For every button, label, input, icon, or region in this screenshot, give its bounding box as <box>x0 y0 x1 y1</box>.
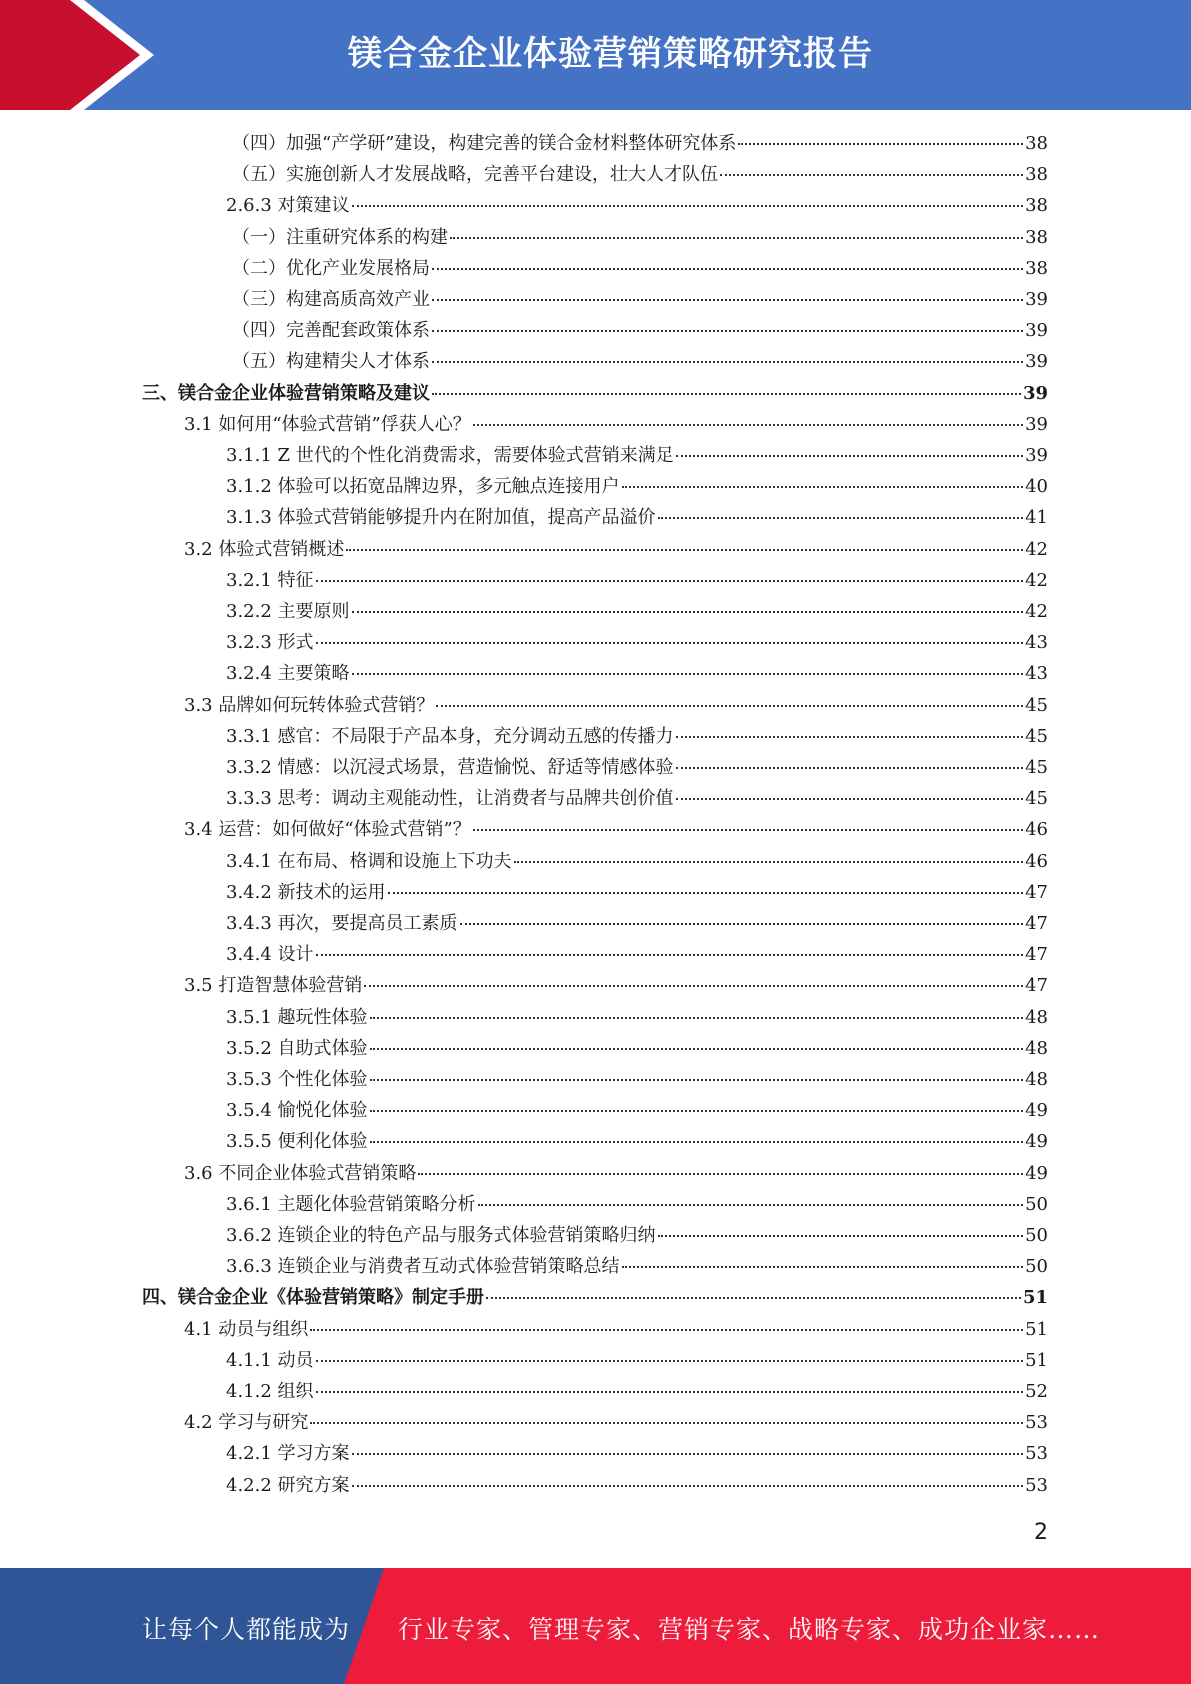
toc-entry-page: 52 <box>1025 1381 1048 1402</box>
toc-entry-label: 三、镁合金企业体验营销策略及建议 <box>142 382 430 404</box>
toc-leader-dots <box>352 1484 1024 1487</box>
toc-entry-label: （四）加强“产学研”建设，构建完善的镁合金材料整体研究体系 <box>232 133 737 154</box>
toc-entry-label: 3.4.3 再次，要提高员工素质 <box>226 913 458 934</box>
toc-entry-page: 49 <box>1025 1162 1048 1184</box>
toc-entry-page: 47 <box>1025 944 1048 966</box>
toc-entry[interactable] <box>232 284 1048 315</box>
toc-leader-dots <box>460 922 1024 925</box>
toc-entry-page: 38 <box>1025 226 1048 248</box>
toc-entry-page: 51 <box>1025 1318 1048 1340</box>
toc-entry[interactable] <box>226 1033 1048 1064</box>
header-banner <box>0 0 1191 110</box>
toc-entry[interactable] <box>226 1220 1048 1251</box>
toc-entry-page: 40 <box>1025 476 1048 498</box>
toc-entry-page: 50 <box>1025 1193 1048 1215</box>
toc-leader-dots <box>432 329 1023 332</box>
toc-leader-dots <box>316 1390 1024 1393</box>
toc-entry[interactable] <box>226 1002 1048 1033</box>
toc-entry[interactable] <box>184 814 1048 845</box>
toc-entry-page: 42 <box>1025 601 1048 622</box>
toc-leader-dots <box>432 360 1023 363</box>
toc-entry-label: 3.1 如何用“体验式营销”俘获人心？ <box>184 413 471 435</box>
toc-entry-page: 38 <box>1025 133 1048 154</box>
toc-leader-dots <box>432 267 1023 270</box>
toc-entry-page: 47 <box>1025 913 1048 934</box>
toc-leader-dots <box>514 860 1024 863</box>
toc-entry-label: 4.2 学习与研究 <box>184 1412 309 1434</box>
toc-leader-dots <box>436 704 1023 707</box>
toc-entry-label: 3.1.1 Z 世代的个性化消费需求，需要体验式营销来满足 <box>226 445 674 466</box>
toc-entry-page: 53 <box>1025 1412 1048 1434</box>
toc-leader-dots <box>370 1016 1024 1019</box>
footer-slogan-left: 让每个人都能成为 <box>142 1615 351 1644</box>
toc-entry[interactable] <box>232 222 1048 253</box>
toc-entry-page: 50 <box>1025 1225 1048 1246</box>
toc-entry[interactable] <box>226 1189 1048 1220</box>
toc-entry-page: 53 <box>1025 1474 1048 1496</box>
toc-entry[interactable] <box>226 721 1048 752</box>
toc-leader-dots <box>316 953 1024 956</box>
toc-leader-dots <box>676 454 1023 457</box>
toc-entry-page: 39 <box>1025 289 1048 310</box>
toc-leader-dots <box>352 204 1024 207</box>
toc-entry[interactable] <box>226 502 1048 533</box>
toc-entry[interactable] <box>226 783 1048 814</box>
toc-entry-label: 3.3.3 思考：调动主观能动性，让消费者与品牌共创价值 <box>226 788 674 810</box>
toc-entry-label: （五）构建精尖人才体系 <box>232 351 430 373</box>
toc-entry-label: 3.6.1 主题化体验营销策略分析 <box>226 1193 476 1215</box>
toc-leader-dots <box>676 766 1024 769</box>
toc-entry[interactable] <box>184 1314 1048 1345</box>
toc-entry-label: 4.1.1 动员 <box>226 1349 314 1371</box>
toc-entry-page: 48 <box>1025 1069 1048 1090</box>
toc-entry-page: 45 <box>1025 694 1048 716</box>
toc-entry[interactable] <box>226 908 1048 939</box>
toc-entry-label: 3.3.1 感官：不局限于产品本身，充分调动五感的传播力 <box>226 725 674 747</box>
toc-entry-page: 39 <box>1025 445 1048 466</box>
toc-entry-page: 45 <box>1025 788 1048 810</box>
toc-entry[interactable] <box>184 690 1048 721</box>
toc-entry-label: 3.1.3 体验式营销能够提升内在附加值，提高产品溢价 <box>226 507 656 529</box>
toc-entry[interactable] <box>232 346 1048 377</box>
toc-leader-dots <box>432 392 1021 395</box>
toc-leader-dots <box>658 516 1024 519</box>
toc-entry[interactable] <box>226 1438 1048 1469</box>
toc-leader-dots <box>310 1328 1023 1331</box>
toc-leader-dots <box>676 797 1024 800</box>
toc-entry[interactable] <box>142 378 1048 409</box>
toc-leader-dots <box>352 610 1024 613</box>
toc-entry[interactable] <box>226 1064 1048 1095</box>
toc-entry-label: 3.2.2 主要原则 <box>226 601 350 622</box>
toc-leader-dots <box>370 1078 1024 1081</box>
toc-entry-label: 3.1.2 体验可以拓宽品牌边界，多元触点连接用户 <box>226 476 620 498</box>
toc-entry-page: 46 <box>1025 819 1048 841</box>
toc-leader-dots <box>478 1203 1024 1206</box>
toc-entry[interactable] <box>226 565 1048 596</box>
toc-entry-page: 39 <box>1022 382 1048 404</box>
footer-slogan-right: 行业专家、管理专家、营销专家、战略专家、成功企业家…… <box>398 1615 1101 1644</box>
toc-entry-label: 3.4.2 新技术的运用 <box>226 881 386 903</box>
toc-entry-page: 38 <box>1025 164 1048 186</box>
toc-leader-dots <box>738 142 1023 145</box>
toc-entry[interactable] <box>226 752 1048 783</box>
toc-entry[interactable] <box>184 970 1048 1001</box>
toc-entry-label: （二）优化产业发展格局 <box>232 257 430 279</box>
toc-leader-dots <box>316 641 1024 644</box>
toc-entry-label: 3.3 品牌如何玩转体验式营销？ <box>184 694 435 716</box>
toc-leader-dots <box>346 548 1023 551</box>
toc-entry[interactable] <box>184 409 1048 440</box>
toc-entry-page: 39 <box>1025 320 1048 342</box>
toc-entry-label: 3.4.4 设计 <box>226 944 314 966</box>
toc-entry[interactable] <box>142 1282 1048 1313</box>
toc-entry-page: 51 <box>1025 1349 1048 1371</box>
toc-entry-page: 45 <box>1025 725 1048 747</box>
toc-entry-page: 41 <box>1025 507 1048 529</box>
toc-leader-dots <box>720 173 1023 176</box>
toc-entry-page: 42 <box>1025 538 1048 560</box>
toc-entry-label: 3.5 打造智慧体验营销 <box>184 975 363 997</box>
toc-entry[interactable] <box>226 1095 1048 1126</box>
toc-leader-dots <box>473 828 1023 831</box>
toc-leader-dots <box>388 891 1024 894</box>
toc-entry-label: 4.1 动员与组织 <box>184 1318 309 1340</box>
toc-leader-dots <box>370 1109 1024 1112</box>
toc-entry-page: 43 <box>1025 663 1048 685</box>
toc-leader-dots <box>622 485 1024 488</box>
toc-leader-dots <box>432 298 1023 301</box>
toc-entry-label: （一）注重研究体系的构建 <box>232 226 448 248</box>
toc-entry-label: 3.6 不同企业体验式营销策略 <box>184 1162 417 1184</box>
toc-entry-label: 3.3.2 情感：以沉浸式场景，营造愉悦、舒适等情感体验 <box>226 757 674 778</box>
toc-leader-dots <box>370 1047 1024 1050</box>
toc-entry-label: 4.1.2 组织 <box>226 1381 314 1402</box>
toc-leader-dots <box>622 1265 1024 1268</box>
page-number: 2 <box>1034 1520 1048 1545</box>
toc-entry[interactable] <box>226 939 1048 970</box>
toc-entry[interactable] <box>226 440 1048 471</box>
toc-leader-dots <box>316 579 1024 582</box>
toc-entry[interactable] <box>226 877 1048 908</box>
toc-leader-dots <box>364 984 1023 987</box>
toc-entry-label: 3.6.3 连锁企业与消费者互动式体验营销策略总结 <box>226 1256 620 1278</box>
toc-entry[interactable] <box>226 596 1048 627</box>
toc-entry-label: 四、镁合金企业《体验营销策略》制定手册 <box>142 1287 484 1309</box>
toc-entry-label: 3.4.1 在布局、格调和设施上下功夫 <box>226 850 512 872</box>
toc-entry-label: 2.6.3 对策建议 <box>226 195 350 217</box>
toc-leader-dots <box>352 1452 1024 1455</box>
document-title: 镁合金企业体验营销策略研究报告 <box>348 34 873 74</box>
toc-entry-page: 48 <box>1025 1037 1048 1059</box>
toc-entry-label: 3.5.4 愉悦化体验 <box>226 1100 368 1122</box>
toc-entry-label: 3.2.1 特征 <box>226 569 314 591</box>
toc-entry[interactable] <box>184 1158 1048 1189</box>
toc-entry-page: 50 <box>1025 1256 1048 1278</box>
toc-entry-page: 47 <box>1025 975 1048 997</box>
toc-entry[interactable] <box>226 1251 1048 1282</box>
toc-leader-dots <box>450 236 1023 239</box>
toc-entry[interactable] <box>232 159 1048 190</box>
toc-entry-label: （五）实施创新人才发展战略，完善平台建设，壮大人才队伍 <box>232 164 718 186</box>
toc-entry-page: 49 <box>1025 1100 1048 1122</box>
toc-entry[interactable] <box>226 190 1048 221</box>
toc-entry-label: 3.5.3 个性化体验 <box>226 1069 368 1090</box>
toc-entry[interactable] <box>226 471 1048 502</box>
toc-entry-page: 38 <box>1025 257 1048 279</box>
toc-entry[interactable] <box>232 253 1048 284</box>
toc-entry-page: 51 <box>1022 1287 1048 1309</box>
toc-entry-label: （三）构建高质高效产业 <box>232 289 430 310</box>
toc-entry[interactable] <box>184 534 1048 565</box>
toc-entry[interactable] <box>226 1470 1048 1501</box>
toc-entry-page: 45 <box>1025 757 1048 778</box>
toc-leader-dots <box>418 1172 1023 1175</box>
footer-banner <box>0 1568 1191 1684</box>
toc-entry[interactable] <box>226 1376 1048 1407</box>
toc-entry-page: 49 <box>1025 1131 1048 1153</box>
toc-leader-dots <box>316 1359 1024 1362</box>
toc-entry-label: 3.5.2 自助式体验 <box>226 1037 368 1059</box>
toc-entry-page: 46 <box>1025 850 1048 872</box>
toc-leader-dots <box>310 1421 1023 1424</box>
toc-entry[interactable] <box>232 315 1048 346</box>
toc-leader-dots <box>370 1140 1024 1143</box>
toc-entry-page: 47 <box>1025 881 1048 903</box>
toc-entry-label: （四）完善配套政策体系 <box>232 320 430 342</box>
toc-entry-label: 3.2 体验式营销概述 <box>184 538 345 560</box>
toc-entry[interactable] <box>226 1126 1048 1157</box>
toc-entry-page: 48 <box>1025 1006 1048 1028</box>
toc-entry[interactable] <box>226 658 1048 689</box>
toc-entry-label: 3.4 运营：如何做好“体验式营销”？ <box>184 819 471 841</box>
toc-entry-page: 42 <box>1025 569 1048 591</box>
toc-entry-label: 4.2.1 学习方案 <box>226 1443 350 1465</box>
toc-entry-label: 3.2.3 形式 <box>226 632 314 654</box>
toc-leader-dots <box>486 1296 1021 1299</box>
toc-entry[interactable] <box>226 627 1048 658</box>
toc-entry-page: 38 <box>1025 195 1048 217</box>
toc-entry-label: 3.6.2 连锁企业的特色产品与服务式体验营销策略归纳 <box>226 1225 656 1246</box>
toc-entry-label: 3.5.5 便利化体验 <box>226 1131 368 1153</box>
toc-entry-page: 39 <box>1025 351 1048 373</box>
toc-entry-page: 53 <box>1025 1443 1048 1465</box>
toc-entry-label: 3.2.4 主要策略 <box>226 663 350 685</box>
toc-entry[interactable] <box>232 128 1048 159</box>
toc-entry-label: 3.5.1 趣玩性体验 <box>226 1006 368 1028</box>
toc-leader-dots <box>473 423 1023 426</box>
toc-leader-dots <box>676 735 1024 738</box>
toc-leader-dots <box>352 672 1024 675</box>
toc-entry[interactable] <box>226 1345 1048 1376</box>
toc-entry[interactable] <box>184 1407 1048 1438</box>
toc-leader-dots <box>658 1234 1024 1237</box>
toc-entry-page: 43 <box>1025 632 1048 654</box>
toc-entry[interactable] <box>226 846 1048 877</box>
toc-entry-page: 39 <box>1025 413 1048 435</box>
toc-entry-label: 4.2.2 研究方案 <box>226 1474 350 1496</box>
